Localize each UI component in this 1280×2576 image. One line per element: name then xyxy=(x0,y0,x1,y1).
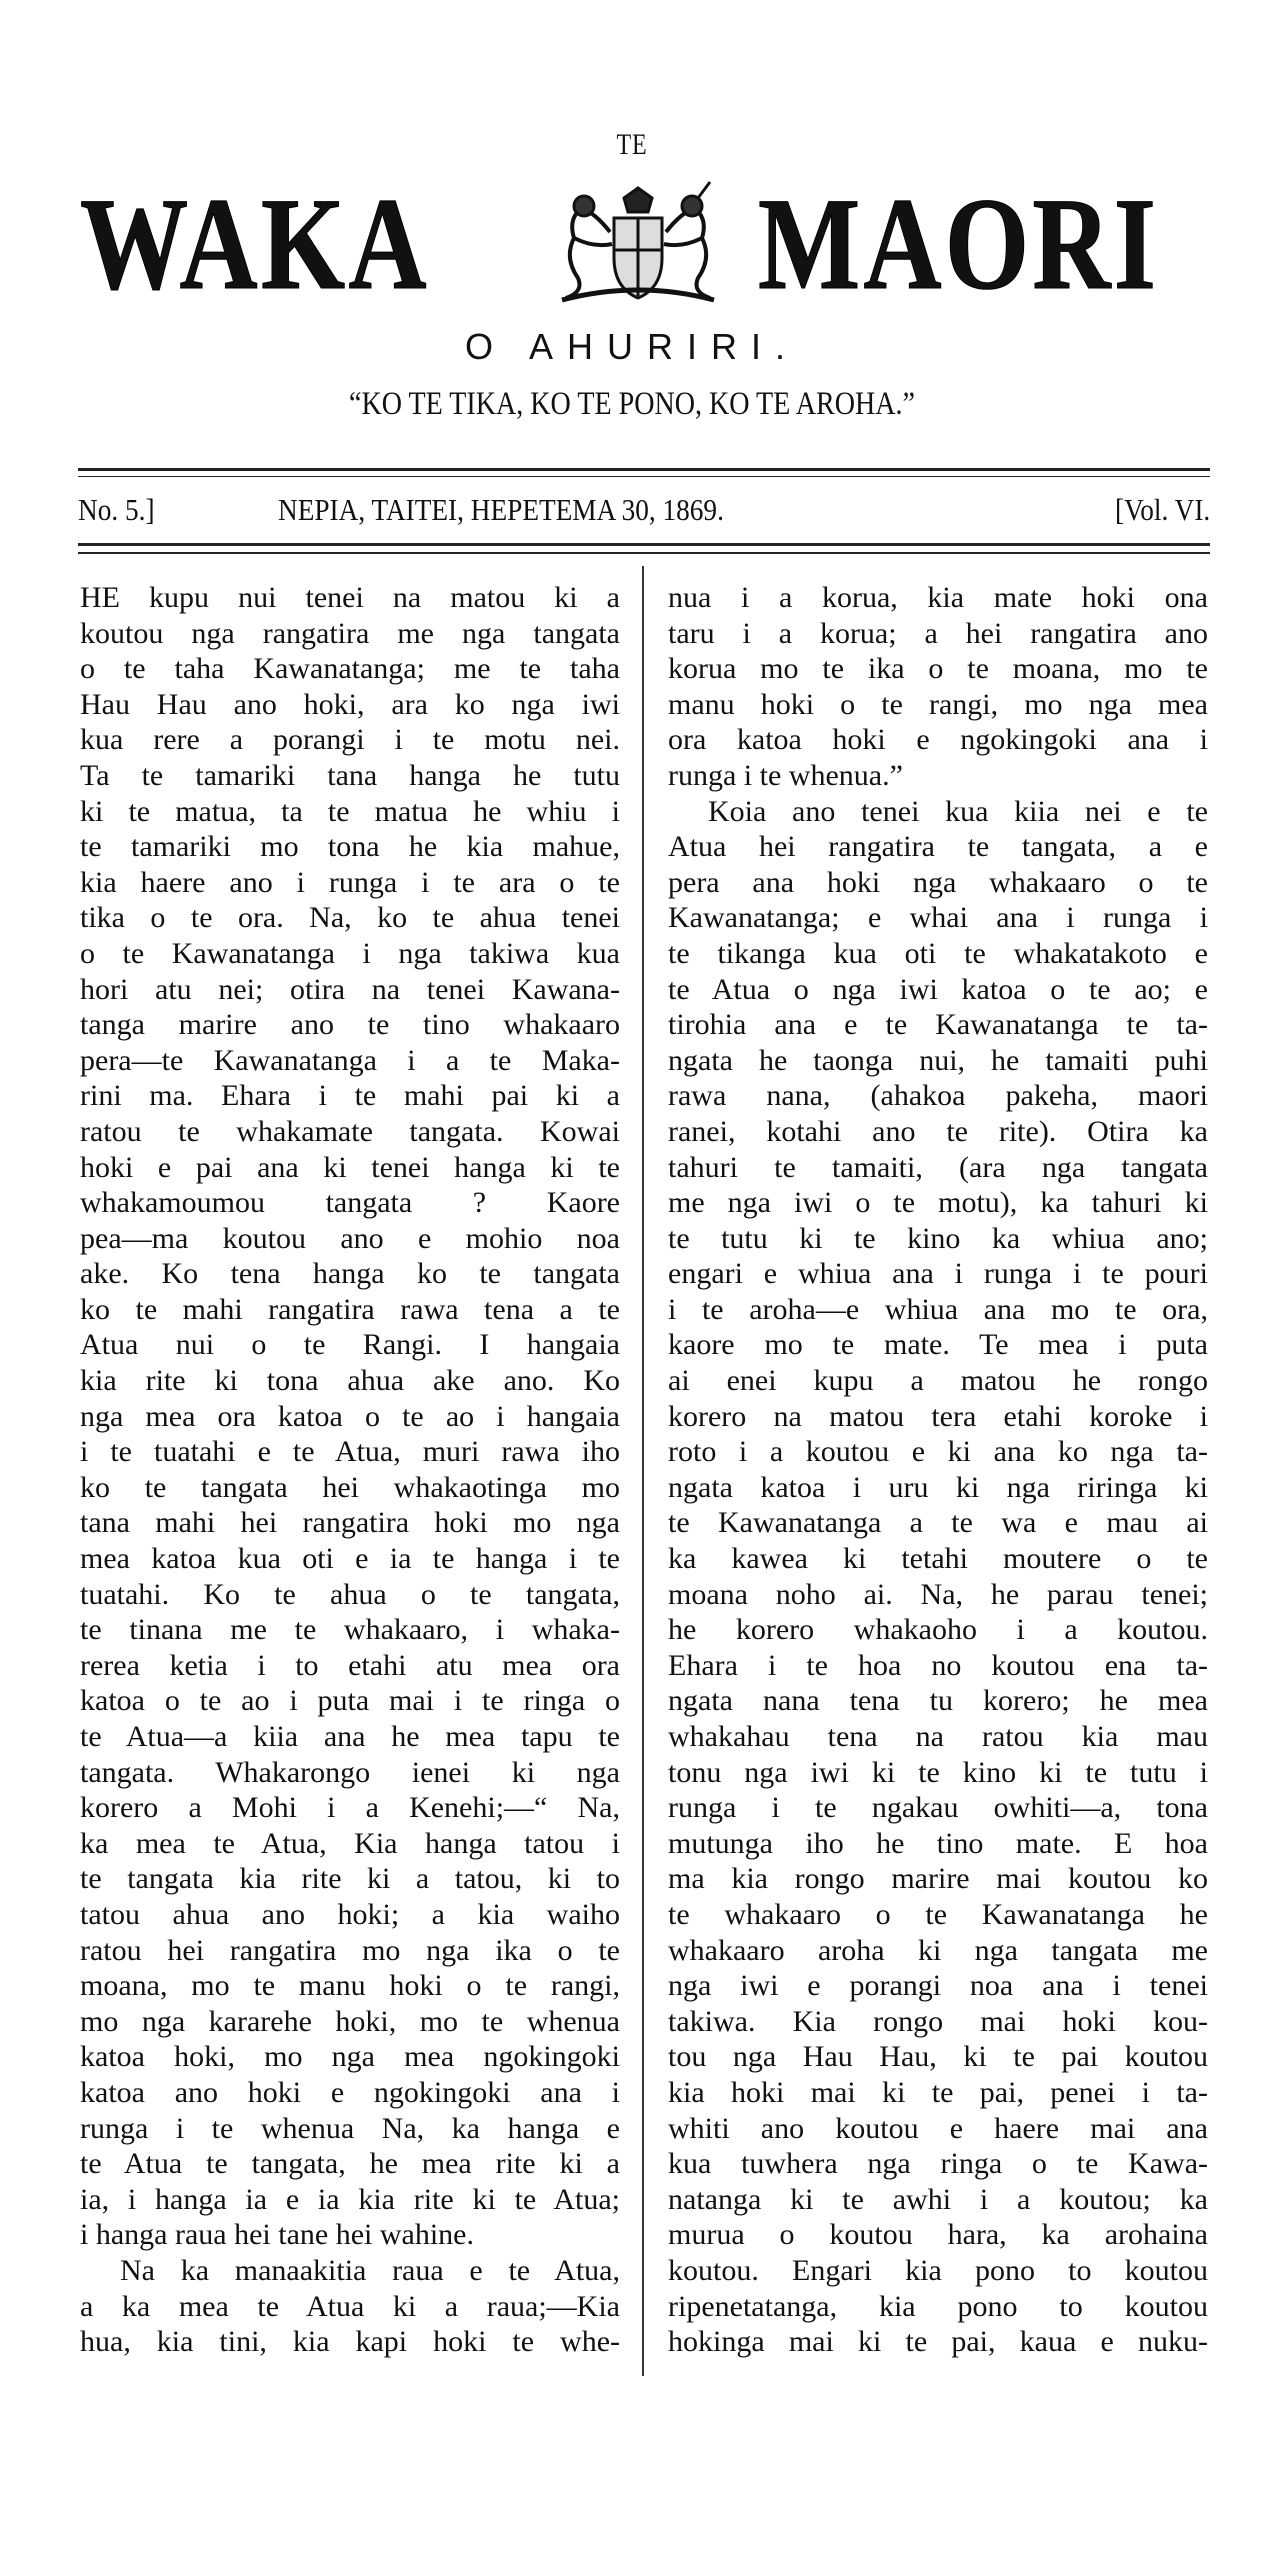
text-line: Ta te tamariki tana hanga he tutu xyxy=(80,758,620,792)
article-column-2 xyxy=(668,580,1208,2360)
masthead-title-left: WAKA xyxy=(80,170,430,317)
dateline xyxy=(78,492,1210,532)
text-line: ratou hei rangatira mo nga ika o te xyxy=(80,1933,620,1967)
text-line: o te Kawanatanga i nga takiwa kua xyxy=(80,936,620,970)
text-line: ora katoa hoki e ngokingoki ana i xyxy=(668,723,1208,757)
text-line: pera ana hoki nga whakaaro o te xyxy=(668,865,1208,899)
text-line: ai enei kupu a matou he rongo xyxy=(668,1364,1208,1398)
text-line: kia haere ano i runga i te ara o te xyxy=(80,865,620,899)
text-line: mea katoa kua oti e ia te hanga i te xyxy=(80,1542,620,1576)
text-line: te Atua o nga iwi katoa o te ao; e xyxy=(668,972,1208,1006)
text-line: hokinga mai ki te pai, kaua e nuku- xyxy=(668,2325,1208,2359)
text-line: te Atua—a kiia ana he mea tapu te xyxy=(80,1720,620,1753)
text-line: taru i a korua; a hei rangatira ano xyxy=(668,616,1208,650)
text-line: tou nga Hau Hau, ki te pai koutou xyxy=(668,2040,1208,2074)
text-line: tuatahi. Ko te ahua o te tangata, xyxy=(80,1577,620,1611)
text-line: ratou te whakamate tangata. Kowai xyxy=(80,1114,620,1148)
text-line: mo nga kararehe hoki, mo te whenua xyxy=(80,2004,620,2038)
text-line: ngata katoa i uru ki nga riringa ki xyxy=(668,1470,1208,1504)
text-line: roto i a koutou e ki ana ko nga ta- xyxy=(668,1435,1208,1469)
text-line: i te aroha—e whiua ana mo te ora, xyxy=(668,1292,1208,1326)
text-line: kaore mo te mate. Te mea i puta xyxy=(668,1328,1208,1362)
text-line: i te tuatahi e te Atua, muri rawa iho xyxy=(80,1435,620,1469)
text-line: nua i a korua, kia mate hoki ona xyxy=(668,581,1208,614)
masthead-title-right: MAORI xyxy=(758,170,1160,317)
text-line: koutou. Engari kia pono to koutou xyxy=(668,2253,1208,2287)
text-line: kua tuwhera nga ringa o te Kawa- xyxy=(668,2147,1208,2181)
text-line: nga iwi e porangi noa ana i tenei xyxy=(668,1969,1208,2003)
text-line: hori atu nei; otira na tenei Kawana- xyxy=(80,972,620,1006)
text-line: whiti ano koutou e haere mai ana xyxy=(668,2111,1208,2145)
text-line: kua rere a porangi i te motu nei. xyxy=(80,723,620,757)
rule-bottom-thin xyxy=(78,552,1210,554)
masthead-te: TE xyxy=(616,128,648,161)
volume-number: [Vol. VI. xyxy=(1114,492,1210,527)
text-line: tatou ahua ano hoki; a kia waiho xyxy=(80,1897,620,1931)
text-line: ranei, kotahi ano te rite). Otira ka xyxy=(668,1114,1208,1148)
text-line: runga i te whenua Na, ka hanga e xyxy=(80,2111,620,2145)
text-line: pera—te Kawanatanga i a te Maka- xyxy=(80,1043,620,1077)
text-line: rini ma. Ehara i te mahi pai ki a xyxy=(80,1079,620,1113)
text-line: tonu nga iwi ki te kino ki te tutu i xyxy=(668,1755,1208,1789)
text-line: ma kia rongo marire mai koutou ko xyxy=(668,1862,1208,1896)
text-line: ka kawea ki tetahi moutere o te xyxy=(668,1542,1208,1576)
text-line: runga i te whenua.” xyxy=(668,758,903,792)
text-line: korero na matou tera etahi koroke i xyxy=(668,1399,1208,1433)
text-line: tirohia ana e te Kawanatanga te ta- xyxy=(668,1008,1208,1042)
text-line: tangata. Whakarongo ienei ki nga xyxy=(80,1755,620,1789)
text-line: Atua nui o te Rangi. I hangaia xyxy=(80,1328,620,1362)
text-line: Ehara i te hoa no koutou ena ta- xyxy=(668,1648,1208,1682)
text-line: ko te mahi rangatira rawa tena a te xyxy=(80,1292,620,1326)
text-line: moana noho ai. Na, he parau tenei; xyxy=(668,1577,1208,1611)
text-line: Koia ano tenei kua kiia nei e te xyxy=(708,794,1208,828)
text-line: runga i te ngakau owhiti—a, tona xyxy=(668,1791,1208,1825)
rule-bottom-thick xyxy=(78,543,1210,546)
text-line: kia hoki mai ki te pai, penei i ta- xyxy=(668,2075,1208,2109)
text-line: nga mea ora katoa o te ao i hangaia xyxy=(80,1399,620,1433)
text-line: te tangata kia rite ki a tatou, ki to xyxy=(80,1862,620,1896)
text-line: ngata he taonga nui, he tamaiti puhi xyxy=(668,1043,1208,1077)
text-line: HE kupu nui tenei na matou ki a xyxy=(80,581,620,614)
text-line: katoa ano hoki e ngokingoki ana i xyxy=(80,2075,620,2109)
text-line: pea—ma koutou ano e mohio noa xyxy=(80,1221,620,1255)
text-line: whakamoumou tangata ? Kaore xyxy=(80,1186,620,1220)
text-line: whakahau tena na ratou kia mau xyxy=(668,1720,1208,1753)
text-line: kia rite ki tona ahua ake ano. Ko xyxy=(80,1364,620,1398)
text-line: hoki e pai ana ki tenei hanga ki te xyxy=(80,1150,620,1184)
text-line: o te taha Kawanatanga; me te taha xyxy=(80,652,620,686)
text-line: katoa o te ao i puta mai i te ringa o xyxy=(80,1684,620,1718)
text-line: te tutu ki te kino ka whiua ano; xyxy=(668,1221,1208,1255)
masthead-subtitle: O AHURIRI. xyxy=(464,326,800,367)
text-line: he korero whakaoho i a koutou. xyxy=(668,1613,1208,1647)
text-line: ka mea te Atua, Kia hanga tatou i xyxy=(80,1826,620,1860)
text-line: i hanga raua hei tane hei wahine. xyxy=(80,2218,474,2252)
coat-of-arms-icon xyxy=(522,178,754,308)
text-line: te Atua te tangata, he mea rite ki a xyxy=(80,2147,620,2181)
text-line: te tinana me te whakaaro, i whaka- xyxy=(80,1613,620,1647)
text-line: me nga iwi o te motu), ka tahuri ki xyxy=(668,1186,1208,1220)
text-line: rerea ketia i to etahi atu mea ora xyxy=(80,1648,620,1682)
text-line: rawa nana, (ahakoa pakeha, maori xyxy=(668,1079,1208,1113)
issue-date: NEPIA, TAITEI, HEPETEMA 30, 1869. xyxy=(278,492,724,527)
issue-number: No. 5.] xyxy=(78,492,155,527)
text-line: koutou nga rangatira me nga tangata xyxy=(80,616,620,650)
text-line: natanga ki te awhi i a koutou; ka xyxy=(668,2182,1208,2216)
text-line: korero a Mohi i a Kenehi;—“ Na, xyxy=(80,1791,620,1825)
text-line: tahuri te tamaiti, (ara nga tangata xyxy=(668,1150,1208,1184)
text-line: te tikanga kua oti te whakatakoto e xyxy=(668,936,1208,970)
text-line: te Kawanatanga a te wa e mau ai xyxy=(668,1506,1208,1540)
text-line: manu hoki o te rangi, mo nga mea xyxy=(668,687,1208,721)
text-line: te tamariki mo tona he kia mahue, xyxy=(80,830,620,864)
text-line: mutunga iho he tino mate. E hoa xyxy=(668,1826,1208,1860)
text-line: tana mahi hei rangatira hoki mo nga xyxy=(80,1506,620,1540)
rule-top-thick xyxy=(78,468,1210,471)
text-line: whakaaro aroha ki nga tangata me xyxy=(668,1933,1208,1967)
text-line: Hau Hau ano hoki, ara ko nga iwi xyxy=(80,687,620,721)
masthead-motto: “KO TE TIKA, KO TE PONO, KO TE AROHA.” xyxy=(349,386,915,422)
text-line: ngata nana tena tu korero; he mea xyxy=(668,1684,1208,1718)
text-line: Na ka manaakitia raua e te Atua, xyxy=(120,2253,620,2287)
text-line: engari e whiua ana i runga i te pouri xyxy=(668,1257,1208,1291)
text-line: ko te tangata hei whakaotinga mo xyxy=(80,1470,620,1504)
text-line: moana, mo te manu hoki o te rangi, xyxy=(80,1969,620,2003)
text-line: hua, kia tini, kia kapi hoki te whe- xyxy=(80,2325,620,2359)
article-column-1 xyxy=(80,580,620,2360)
text-line: tika o te ora. Na, ko te ahua tenei xyxy=(80,901,620,935)
text-line: ki te matua, ta te matua he whiu i xyxy=(80,794,620,828)
text-line: ia, i hanga ia e ia kia rite ki te Atua; xyxy=(80,2182,620,2216)
text-line: katoa hoki, mo nga mea ngokingoki xyxy=(80,2040,620,2074)
text-line: a ka mea te Atua ki a raua;—Kia xyxy=(80,2289,620,2323)
text-line: tanga marire ano te tino whakaaro xyxy=(80,1008,620,1042)
text-line: Atua hei rangatira te tangata, a e xyxy=(668,830,1208,864)
column-divider xyxy=(642,566,644,2376)
text-line: te whakaaro o te Kawanatanga he xyxy=(668,1897,1208,1931)
text-line: takiwa. Kia rongo mai hoki kou- xyxy=(668,2004,1208,2038)
text-line: ripenetatanga, kia pono to koutou xyxy=(668,2289,1208,2323)
text-line: ake. Ko tena hanga ko te tangata xyxy=(80,1257,620,1291)
text-line: korua mo te ika o te moana, mo te xyxy=(668,652,1208,686)
text-line: murua o koutou hara, ka arohaina xyxy=(668,2218,1208,2252)
rule-top-thin xyxy=(78,476,1210,477)
text-line: Kawanatanga; e whai ana i runga i xyxy=(668,901,1208,935)
